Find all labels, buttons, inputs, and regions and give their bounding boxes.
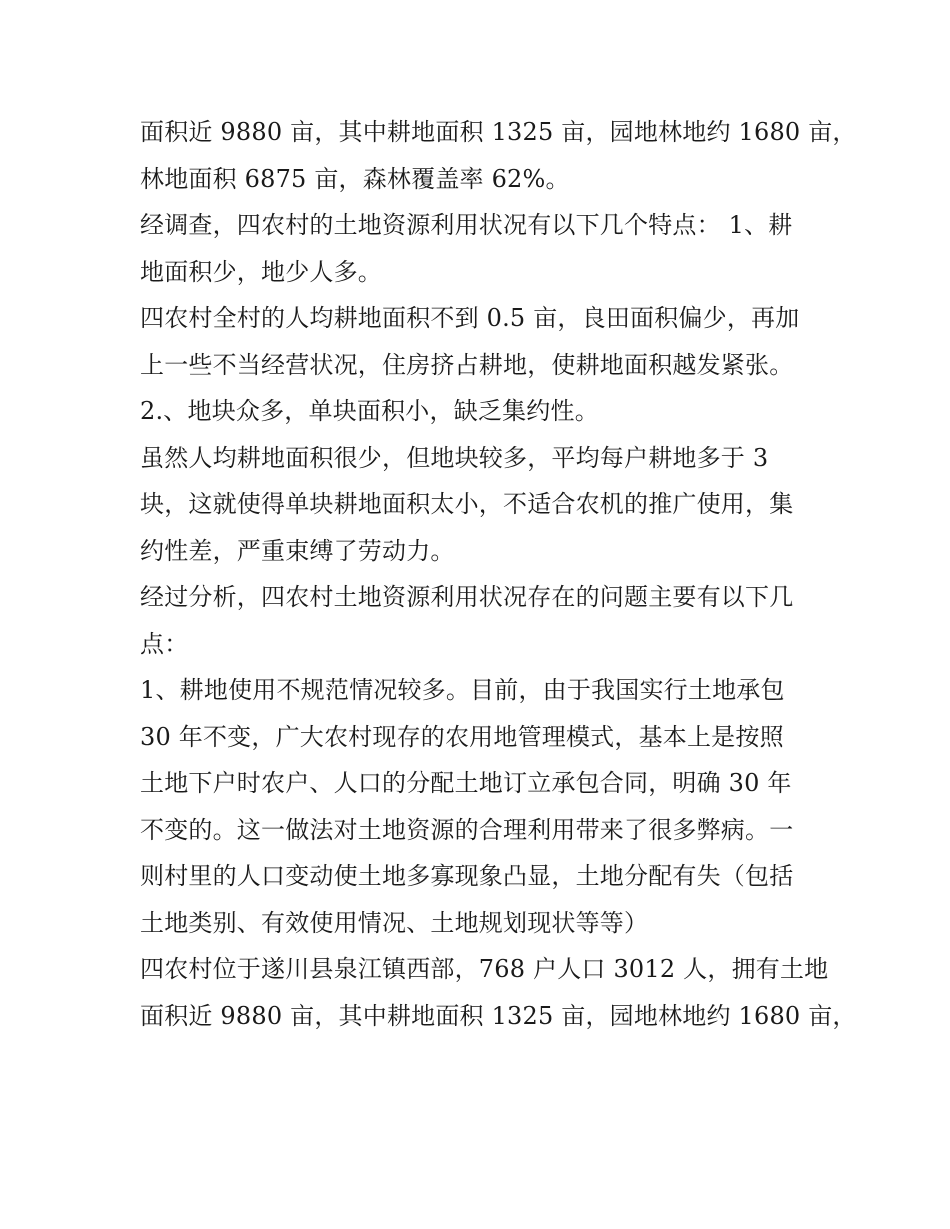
- document-body: [140, 109, 857, 1039]
- text-line-1: 面积近 9880 亩，其中耕地面积 1325 亩，园地林地约 1680 亩，: [140, 118, 857, 146]
- text-line-18: 土地类别、有效使用情况、土地规划现状等等）: [140, 908, 649, 937]
- text-line-8: 虽然人均耕地面积很少，但地块较多，平均每户耕地多于 3: [140, 443, 769, 472]
- text-line-4: 地面积少，地少人多。: [140, 257, 382, 286]
- text-line-10: 约性差，严重束缚了劳动力。: [140, 536, 455, 565]
- text-line-20: 面积近 9880 亩，其中耕地面积 1325 亩，园地林地约 1680 亩，: [140, 1001, 857, 1030]
- text-line-2: 林地面积 6875 亩，森林覆盖率 62%。: [140, 164, 570, 193]
- text-line-16: 不变的。这一做法对土地资源的合理利用带来了很多弊病。一: [140, 815, 794, 844]
- text-line-3: 经调查，四农村的土地资源利用状况有以下几个特点： 1、耕: [140, 211, 793, 239]
- text-line-9: 块，这就使得单块耕地面积太小，不适合农机的推广使用，集: [140, 490, 794, 518]
- text-line-19: 四农村位于遂川县泉江镇西部，768 户人口 3012 人，拥有土地: [140, 955, 829, 983]
- text-line-6: 上一些不当经营状况，住房挤占耕地，使耕地面积越发紧张。: [140, 350, 794, 379]
- text-line-7: 2.、地块众多，单块面积小，缺乏集约性。: [140, 397, 599, 425]
- text-line-12: 点：: [140, 629, 189, 658]
- text-line-11: 经过分析，四农村土地资源利用状况存在的问题主要有以下几: [140, 583, 794, 611]
- text-line-14: 30 年不变，广大农村现存的农用地管理模式，基本上是按照: [140, 722, 784, 751]
- text-line-15: 土地下户时农户、人口的分配土地订立承包合同，明确 30 年: [140, 769, 792, 797]
- text-line-5: 四农村全村的人均耕地面积不到 0.5 亩，良田面积偏少，再加: [140, 304, 800, 332]
- text-line-13: 1、耕地使用不规范情况较多。目前，由于我国实行土地承包: [140, 676, 785, 704]
- text-line-17: 则村里的人口变动使土地多寡现象凸显，土地分配有失（包括: [140, 862, 794, 890]
